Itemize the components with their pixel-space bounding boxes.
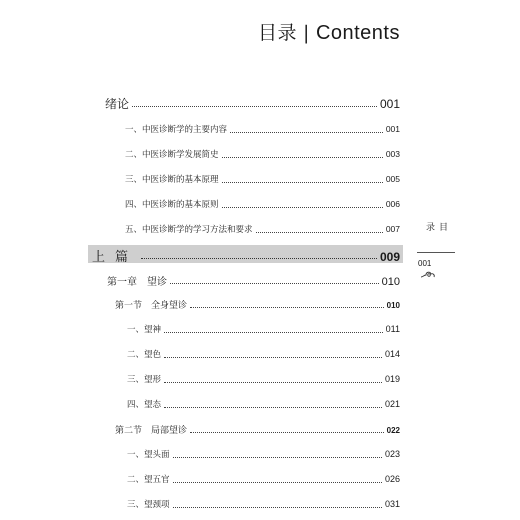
dot-leader <box>222 157 383 158</box>
toc-entry-label: 三、中医诊断的基本原理 <box>125 175 219 185</box>
toc-entry-label: 一、望头面 <box>127 450 170 460</box>
dot-leader <box>190 432 384 433</box>
dot-leader <box>256 232 383 233</box>
toc-entry-label: 三、望形 <box>127 375 162 385</box>
toc-entry[interactable] <box>125 123 400 135</box>
dot-leader <box>173 482 382 483</box>
dot-leader <box>132 106 377 107</box>
toc-page-number: 009 <box>379 250 400 264</box>
toc-entry[interactable] <box>127 323 400 335</box>
dot-leader <box>164 357 382 358</box>
side-rule <box>417 252 455 253</box>
toc-entry-label: 一、望神 <box>127 325 162 335</box>
toc-page-number: 006 <box>385 199 400 209</box>
toc-page-number: 026 <box>384 474 400 484</box>
toc-section-label: 第一节 全身望诊 <box>115 301 188 311</box>
toc-page-number: 010 <box>381 276 400 288</box>
toc-entry-label: 二、望色 <box>127 350 162 360</box>
toc-chapter-label: 第一章 望诊 <box>107 277 167 288</box>
toc-page-number: 019 <box>384 374 400 384</box>
side-label: 目录 <box>424 222 447 232</box>
toc-entry-section[interactable] <box>115 298 400 311</box>
toc-entry[interactable] <box>127 373 400 385</box>
toc-entry[interactable] <box>127 348 400 360</box>
toc-page-number: 003 <box>385 149 400 159</box>
toc-page-number: 023 <box>384 449 400 459</box>
header-separator: | <box>303 22 310 44</box>
toc-page-number: 010 <box>386 301 400 310</box>
toc-part-label: 上篇 <box>92 250 139 265</box>
toc-entry[interactable] <box>125 223 400 235</box>
cloud-ornament-icon <box>420 270 436 282</box>
toc-entry-section[interactable] <box>115 423 400 436</box>
dot-leader <box>164 382 382 383</box>
toc-entry-intro[interactable] <box>105 95 400 112</box>
toc-page-number: 014 <box>384 349 400 359</box>
dot-leader <box>222 182 383 183</box>
toc-entry-label: 三、望颈项 <box>127 500 170 510</box>
toc-entry-label: 四、望态 <box>127 400 162 410</box>
toc-entry-label: 二、中医诊断学发展简史 <box>125 150 219 160</box>
dot-leader <box>170 283 379 284</box>
toc-entry-label: 五、中医诊断学的学习方法和要求 <box>125 225 253 235</box>
toc-entry[interactable] <box>125 198 400 210</box>
toc-entry[interactable] <box>127 498 400 510</box>
toc-entry[interactable] <box>125 173 400 185</box>
header-title-en: Contents <box>315 22 400 44</box>
dot-leader <box>141 258 377 259</box>
dot-leader <box>222 207 383 208</box>
header-title-cn: 目录 <box>258 22 298 44</box>
toc-page-number: 007 <box>385 224 400 234</box>
toc-page-number: 021 <box>384 399 400 409</box>
toc-entry-label: 四、中医诊断的基本原则 <box>125 200 219 210</box>
dot-leader <box>164 332 383 333</box>
toc-entry-chapter[interactable] <box>107 273 400 288</box>
toc-entry[interactable] <box>127 398 400 410</box>
dot-leader <box>173 507 382 508</box>
toc-page-number: 005 <box>385 174 400 184</box>
dot-leader <box>230 132 383 133</box>
side-page-number: 001 <box>418 259 432 268</box>
toc-page-number: 001 <box>379 97 400 111</box>
toc-entry-label: 一、中医诊断学的主要内容 <box>125 125 228 135</box>
toc-entry[interactable] <box>127 473 400 485</box>
toc-page-number: 011 <box>385 324 400 334</box>
toc-entry[interactable] <box>125 148 400 160</box>
dot-leader <box>173 457 382 458</box>
toc-entry-label: 绪论 <box>105 97 130 111</box>
toc-section-label: 第二节 局部望诊 <box>115 426 188 436</box>
dot-leader <box>190 307 384 308</box>
dot-leader <box>164 407 382 408</box>
toc-page-number: 031 <box>384 499 400 509</box>
toc-page-number: 001 <box>385 124 400 134</box>
toc-entry[interactable] <box>127 448 400 460</box>
toc-entry-part[interactable] <box>92 246 400 265</box>
toc-page-number: 022 <box>386 426 400 435</box>
toc-entry-label: 二、望五官 <box>127 475 170 485</box>
